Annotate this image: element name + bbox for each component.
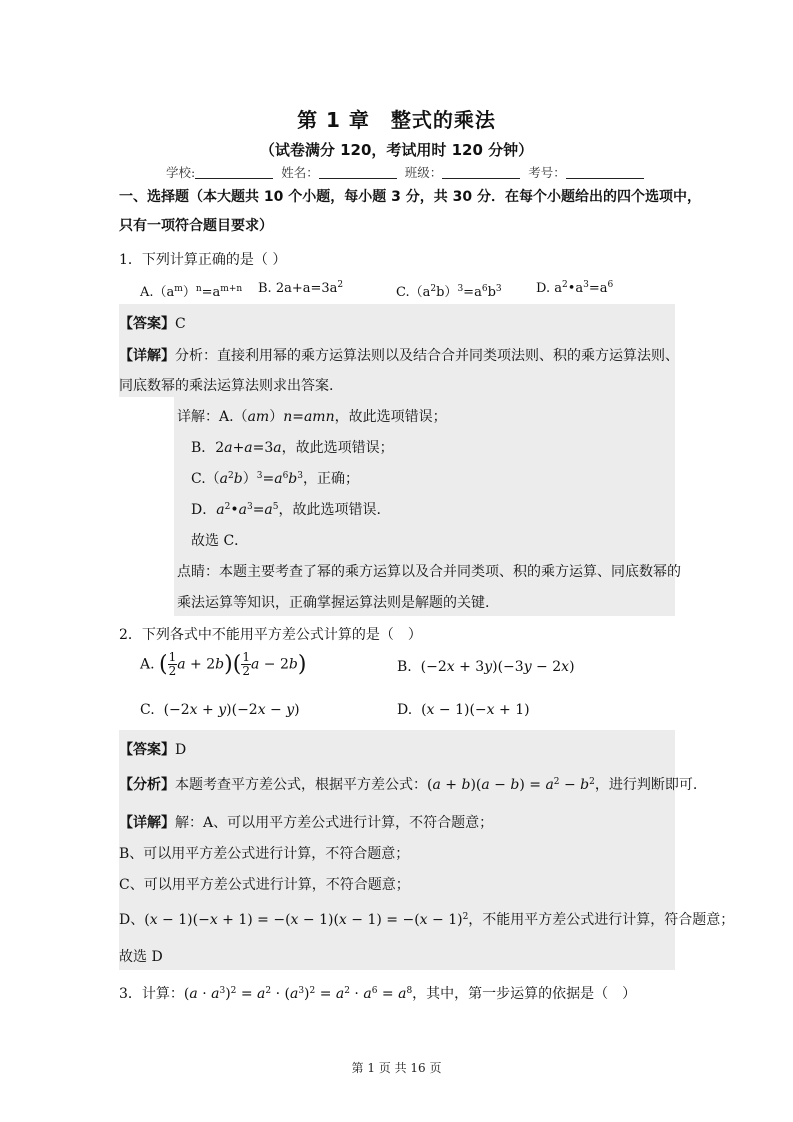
q2-detail-a-text: 解：A、可以用平方差公式进行计算，不符合题意； xyxy=(175,815,494,831)
number-label: 考号： xyxy=(528,165,566,180)
q1-explain-a-suffix: ，故此选项错误； xyxy=(334,409,447,425)
q1-explain-a: 详解：A.（am）n=amn，故此选项错误； xyxy=(177,409,447,425)
q3-stem-prefix: 3．计算： xyxy=(119,986,184,1002)
q2-analysis-text: 本题考查平方差公式，根据平方差公式： xyxy=(175,777,427,793)
q1-detail-line1 xyxy=(119,345,679,365)
q2-analysis: 【分析】本题考查平方差公式，根据平方差公式：$(a + b)(a - b) = a^2 - b^2$，进行判断即可. xyxy=(119,777,698,793)
q1-explain-c: $C.(a^2b)^3=a^6b^3$，正确； xyxy=(191,471,359,487)
q1-comment-line2: 乘法运算等知识，正确掌握运算法则是解题的关键. xyxy=(177,595,490,611)
q1-explain-d-suffix: ，故此选项错误. xyxy=(278,502,381,518)
q2-answer-label: 【答案】 xyxy=(119,742,175,758)
q1-stem: 1．下列计算正确的是（ ） xyxy=(119,252,287,268)
q1-explain-c-suffix: ，正确； xyxy=(303,471,359,487)
school-blank[interactable] xyxy=(195,166,273,179)
q1-explain-b: B．2a+a=3a，故此选项错误； xyxy=(191,440,394,456)
q2-answer xyxy=(119,739,186,759)
number-blank[interactable] xyxy=(566,166,644,179)
q1-explain-b-suffix: ，故此选项错误； xyxy=(281,440,394,456)
q3-stem-suffix: ，其中，第一步运算的依据是（ ） xyxy=(412,986,637,1002)
student-info-line xyxy=(166,163,648,181)
q1-detail-text1: 分析：直接利用幂的乘方运算法则以及结合合并同类项法则、积的乘方运算法则、 xyxy=(175,348,679,364)
q2-option-c[interactable]: C. (−2x + y)(−2x − y) xyxy=(140,702,300,718)
q2-option-a[interactable]: A. ( $\frac{1}{2}$ a + 2b)( $\frac{1}{2}$ a − 2b) xyxy=(140,650,307,678)
q1-detail-line2: 同底数幂的乘法运算法则求出答案. xyxy=(119,378,334,394)
q1-detail-label: 【详解】 xyxy=(119,348,175,364)
q2-detail-d-prefix: D、 xyxy=(119,912,145,928)
q1-option-c[interactable]: $C.(a^2b)^3=a^6b^3$ xyxy=(396,284,502,300)
q1-option-b[interactable]: B. $2a+a=3a^2$ xyxy=(258,280,344,296)
q1-explain-d: D．$a^2•a^3=a^5$，故此选项错误. xyxy=(191,502,381,518)
q2-analysis-label: 【分析】 xyxy=(119,777,175,793)
class-blank[interactable] xyxy=(442,166,520,179)
q2-option-b[interactable]: B. (−2x + 3y)(−3y − 2x) xyxy=(397,659,575,675)
q2-detail-b: B、可以用平方差公式进行计算，不符合题意； xyxy=(119,846,410,862)
q3-stem: 3．计算：$(a \cdot a^3)^2 = a^2 \cdot (a^3)^2 = a^2 \cdot a^6 = a^8$，其中，第一步运算的依据是（ ） xyxy=(119,986,637,1002)
q1-option-a[interactable]: $A.(a^m)^n=a^{m+n}$ xyxy=(140,284,243,300)
q1-option-d[interactable]: D. $a^2•a^3=a^6$ xyxy=(536,280,614,296)
q2-option-d[interactable]: D. (x − 1)(−x + 1) xyxy=(397,702,530,718)
q2-detail-d: D、$(x - 1)(-x + 1) = -(x - 1)(x - 1) = -(x - 1)^2$，不能用平方差公式进行计算，符合题意； xyxy=(119,912,735,928)
q1-explain-a-prefix: 详解：A.（ xyxy=(177,409,248,425)
q1-answer-label: 【答案】 xyxy=(119,316,175,332)
q2-choose: 故选 D xyxy=(119,949,163,965)
q1-comment-line1: 点睛：本题主要考查了幂的乘方运算以及合并同类项、积的乘方运算、同底数幂的 xyxy=(177,564,681,580)
school-label: 学校: xyxy=(166,165,196,180)
name-blank[interactable] xyxy=(319,166,397,179)
q2-detail-label: 【详解】 xyxy=(119,815,175,831)
q1-explain-a-mid: ） xyxy=(269,409,284,425)
q2-detail-a xyxy=(119,812,493,832)
section-heading-line1: 一、选择题（本大题共 10 个小题，每小题 3 分，共 30 分．在每个小题给出的四个选项中， xyxy=(119,189,701,205)
q2-detail-c: C、可以用平方差公式进行计算，不符合题意； xyxy=(119,877,410,893)
q2-analysis-suffix: ，进行判断即可. xyxy=(594,777,698,793)
name-label: 姓名： xyxy=(281,165,319,180)
q2-stem: 2．下列各式中不能用平方差公式计算的是（ ） xyxy=(119,627,422,643)
class-label: 班级： xyxy=(404,165,443,180)
page-title: 第 1 章 整式的乘法 xyxy=(297,108,496,132)
page-footer: 第 1 页 共 16 页 xyxy=(351,1061,442,1075)
page-subtitle: （试卷满分 120，考试用时 120 分钟） xyxy=(259,141,534,159)
q2-answer-value: D xyxy=(175,742,187,758)
section-heading-line2: 只有一项符合题目要求） xyxy=(119,218,273,234)
q2-detail-d-suffix: ，不能用平方差公式进行计算，符合题意； xyxy=(468,912,735,928)
q1-choose: 故选 C． xyxy=(191,533,249,549)
q1-answer xyxy=(119,313,186,333)
q1-answer-value: C xyxy=(175,316,186,332)
